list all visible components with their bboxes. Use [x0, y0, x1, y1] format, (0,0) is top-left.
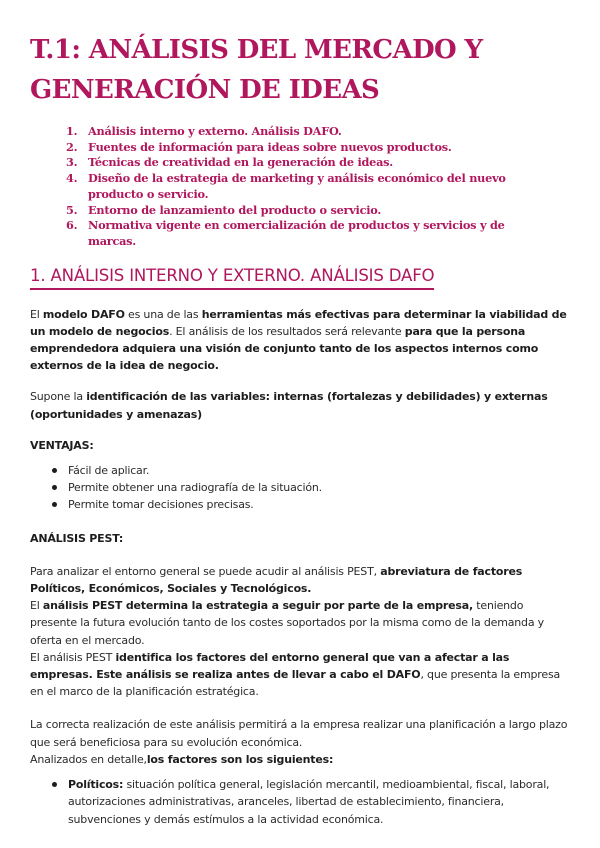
bold-run: VENTAJAS: — [30, 438, 94, 452]
text-run: La correcta realización de este análisis permitirá a la empresa realizar una planificación a largo plazo que será beneficiosa para su evolución económica. — [30, 718, 568, 749]
document-title: T.1: ANÁLISIS DEL MERCADO Y GENERACIÓN DE IDEAS — [30, 35, 483, 105]
toc-item — [66, 155, 570, 171]
toc-item — [66, 218, 570, 249]
pest-heading — [30, 530, 570, 547]
list-item: Permite obtener una radiografía de la situación. — [52, 479, 570, 496]
list-item: Permite tomar decisiones precisas. — [52, 496, 570, 513]
toc-item-text: Fuentes de información para ideas sobre nuevos productos. — [88, 139, 452, 154]
bold-run: modelo DAFO — [42, 307, 125, 321]
bold-run: abreviatura de factores Políticos, Económicos, Sociales y Tecnológicos. — [30, 564, 523, 596]
list-item — [52, 776, 570, 828]
section-heading: 1. ANÁLISIS INTERNO Y EXTERNO. ANÁLISIS DAFO — [30, 264, 434, 290]
list-item: Fácil de aplicar. — [52, 462, 570, 479]
bold-run: identifica los factores del entorno general que van a afectar a las empresas. Este análisis se realiza antes de llevar a cabo el DAFO — [30, 650, 510, 682]
toc-item — [66, 202, 570, 219]
toc-item-number: 2. — [66, 139, 78, 154]
dafo-paragraph — [30, 306, 570, 375]
factor-text: situación política general, legislación mercantil, medioambiental, fiscal, laboral, autorizaciones administrativas, aranceles, libertad de establecimiento, financiera, subvenciones y demás estímulos a la actividad económica. — [68, 778, 550, 826]
toc-item — [66, 124, 570, 140]
factor-label: Políticos: — [68, 778, 124, 792]
toc-item — [66, 171, 570, 202]
factors-list — [30, 776, 570, 828]
toc-item-number: 1. — [66, 124, 78, 138]
text-run: El — [30, 307, 43, 321]
text-run: El — [30, 599, 43, 613]
text-run: . El análisis de los resultados será relevante — [169, 324, 405, 338]
bold-run: herramientas más efectivas para determinar la viabilidad de un modelo de negocios — [30, 307, 567, 338]
toc-item-text: Entorno de lanzamiento del producto o servicio. — [88, 202, 382, 217]
toc-item-text: Análisis interno y externo. Análisis DAFO. — [88, 124, 342, 138]
bold-run: para que la persona emprendedora adquiera una visión de conjunto tanto de los aspectos internos como externos de la idea de negocio. — [30, 324, 539, 373]
toc-item-number: 3. — [66, 155, 78, 170]
toc-item-text: Normativa vigente en comercialización de productos y servicios y de marcas. — [88, 218, 505, 248]
toc-item-number: 6. — [66, 218, 78, 233]
toc-item-text: Técnicas de creatividad en la generación de ideas. — [88, 155, 393, 170]
toc-item-number: 4. — [66, 171, 78, 186]
text-run: Para analizar el entorno general se puede acudir al análisis PEST, — [30, 564, 381, 578]
ventajas-heading — [30, 437, 570, 454]
toc-item-text: Diseño de la estrategia de marketing y análisis económico del nuevo producto o servicio. — [88, 171, 506, 201]
text-run: Analizados en detalle, — [30, 752, 147, 766]
variables-paragraph — [30, 388, 570, 422]
bold-run: ANÁLISIS PEST: — [30, 531, 124, 545]
bold-run: análisis PEST determina la estrategia a seguir por parte de la empresa, — [42, 599, 473, 613]
bold-run: los factores son los siguientes: — [146, 752, 334, 766]
text-run: El análisis PEST — [30, 650, 116, 664]
planificacion-paragraph — [30, 716, 570, 768]
bold-run: identificación de las variables: internas (fortalezas y debilidades) y externas (oportunidades y amenazas) — [30, 390, 548, 421]
toc-item-number: 5. — [66, 202, 78, 217]
toc-item — [66, 139, 570, 156]
text-run: teniendo presente la futura evolución tanto de los costes soportados por la misma como de la demanda y oferta en el mercado. — [30, 599, 544, 647]
text-run: , que presenta la empresa en el marco de la planificación estratégica. — [30, 668, 561, 699]
pest-paragraph — [30, 563, 570, 701]
table-of-contents — [30, 124, 570, 250]
ventajas-list — [30, 462, 570, 514]
text-run: es una de las — [124, 307, 202, 321]
text-run: Supone la — [30, 390, 87, 404]
